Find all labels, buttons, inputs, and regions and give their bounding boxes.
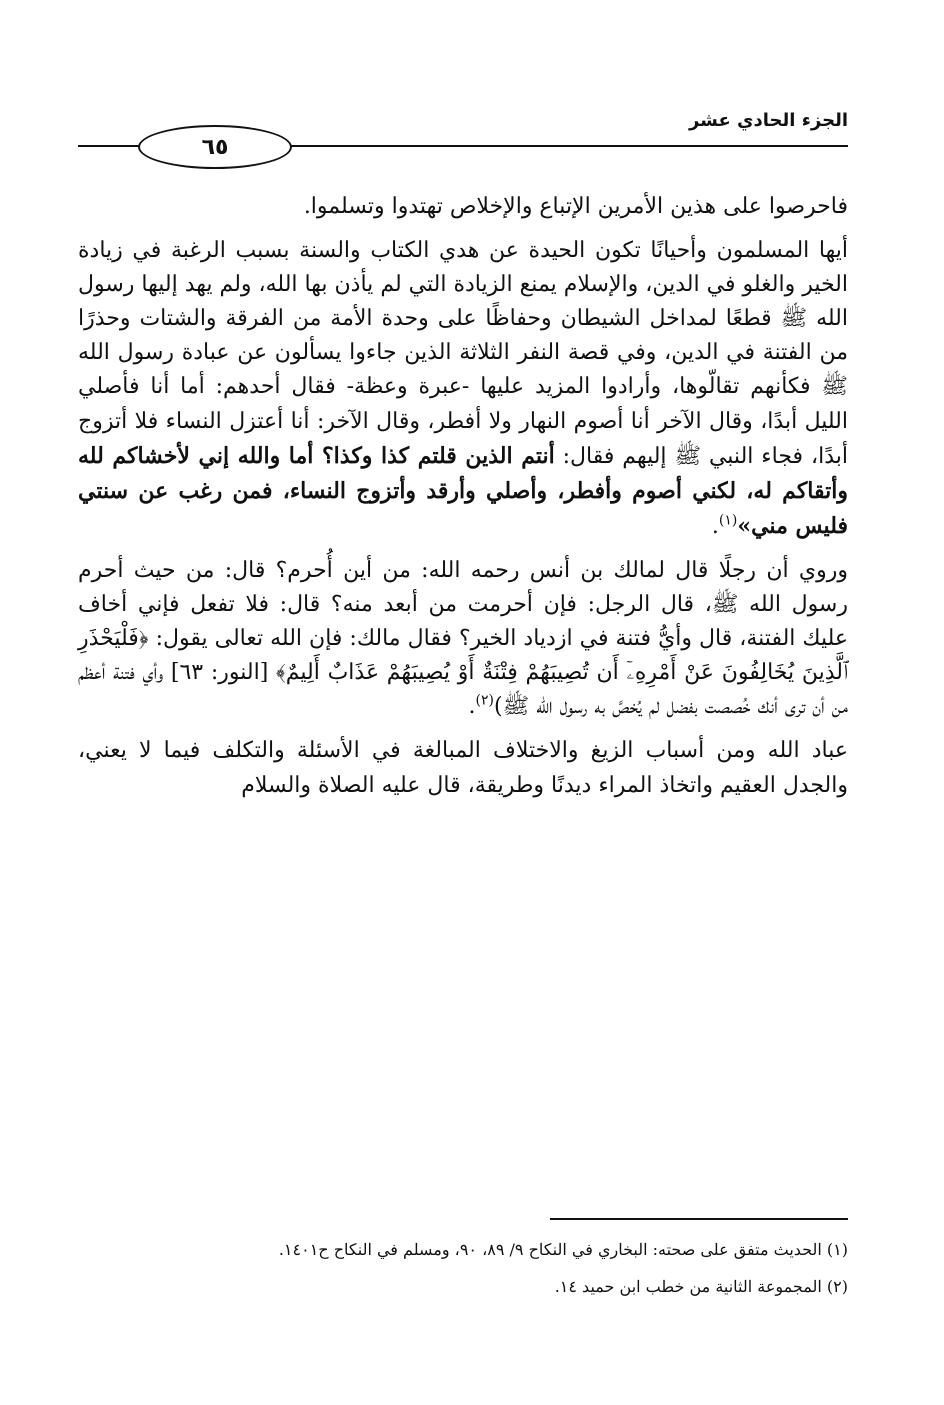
- paragraph-2-text: أيها المسلمون وأحيانًا تكون الحيدة عن هدي الكتاب والسنة بسبب الرغبة في زيادة الخير والغلو في الدين، والإسلام يمنع الزيادة التي لم يأذن بها الله، ولم يهد إليها رسول الله ﷺ قطعًا لمداخل الشيطان وحفاظًا على وحدة الأمة من الفرقة والشتات وحذرًا من الفتنة في الدين، وفي قصة النفر الثلاثة الذين جاءوا يسألون عن عبادة رسول الله ﷺ فكأنهم تقالّوها، وأرادوا المزيد عليها -عبرة وعظة- فقال أحدهم: أما أنا فأصلي الليل أبدًا، وقال الآخر أنا أصوم النهار ولا أفطر، وقال الآخر: أنا أعتزل النساء فلا أتزوج أبدًا، فجاء النبي ﷺ إليهم فقال:: [78, 238, 848, 469]
- paragraph-1: فاحرصوا على هذين الأمرين الإتباع والإخلاص تهتدوا وتسلموا.: [303, 194, 848, 219]
- paragraph-3: [78, 554, 848, 724]
- footnote-1: (١) الحديث متفق على صحته: البخاري في النكاح ٩/ ٨٩، ٩٠، ومسلم في النكاح ح١٤٠١.: [278, 1240, 848, 1259]
- footnotes: [78, 1236, 848, 1310]
- quran-verse: ﴿فَلْيَحْذَرِ ٱلَّذِينَ يُخَالِفُونَ عَنْ أَمْرِهِۦٓ أَن تُصِيبَهُمْ فِتْنَةٌ أَوْ يُصِيبَهُمْ عَذَابٌ أَلِيمٌ﴾: [78, 626, 848, 686]
- paragraph-2-end: .: [711, 513, 719, 539]
- paragraph-3-text-b: [النور: ٦٣] وأي فتنة أعظم من أن ترى أنك خُصصت بفضل لم يُخصَّ به رسول الله ﷺ): [78, 660, 848, 720]
- paragraph-2: [78, 234, 848, 544]
- paragraph-3-end: .: [468, 694, 476, 720]
- page-number: ٦٥: [138, 125, 292, 169]
- footnote-2: (٢) المجموعة الثانية من خطب ابن حميد ١٤.: [554, 1277, 848, 1297]
- footnote-ref-2: (٢): [475, 692, 495, 709]
- hadith-quote: أنتم الذين قلتم كذا وكذا؟ أما والله إني لأخشاكم لله وأتقاكم له، لكني أصوم وأفطر، وأصلي وأرقد وأتزوج النساء، فمن رغب عن سنتي فليس مني»: [78, 442, 848, 539]
- paragraph-3-text-a: وروي أن رجلًا قال لمالك بن أنس رحمه الله: من أين أُحرم؟ قال: من حيث أحرم رسول الله ﷺ، قال الرجل: فإن أحرمت من أبعد منه؟ قال: فلا تفعل فإني أخاف عليك الفتنة، قال وأيُّ فتنة في ازدياد الخير؟ فقال مالك: فإن الله تعالى يقول:: [78, 557, 848, 652]
- footnote-ref-1: (١): [718, 512, 738, 529]
- paragraph-4: عباد الله ومن أسباب الزيغ والاختلاف المبالغة في الأسئلة والتكلف فيما لا يعني، والجدل العقيم واتخاذ المراء ديدنًا وطريقة، قال عليه الصلاة والسلام: [78, 738, 848, 798]
- footnote-rule: [550, 1218, 848, 1220]
- running-title: الجزء الحادي عشر: [688, 110, 848, 131]
- page-header: [78, 100, 848, 170]
- main-text: [78, 190, 848, 813]
